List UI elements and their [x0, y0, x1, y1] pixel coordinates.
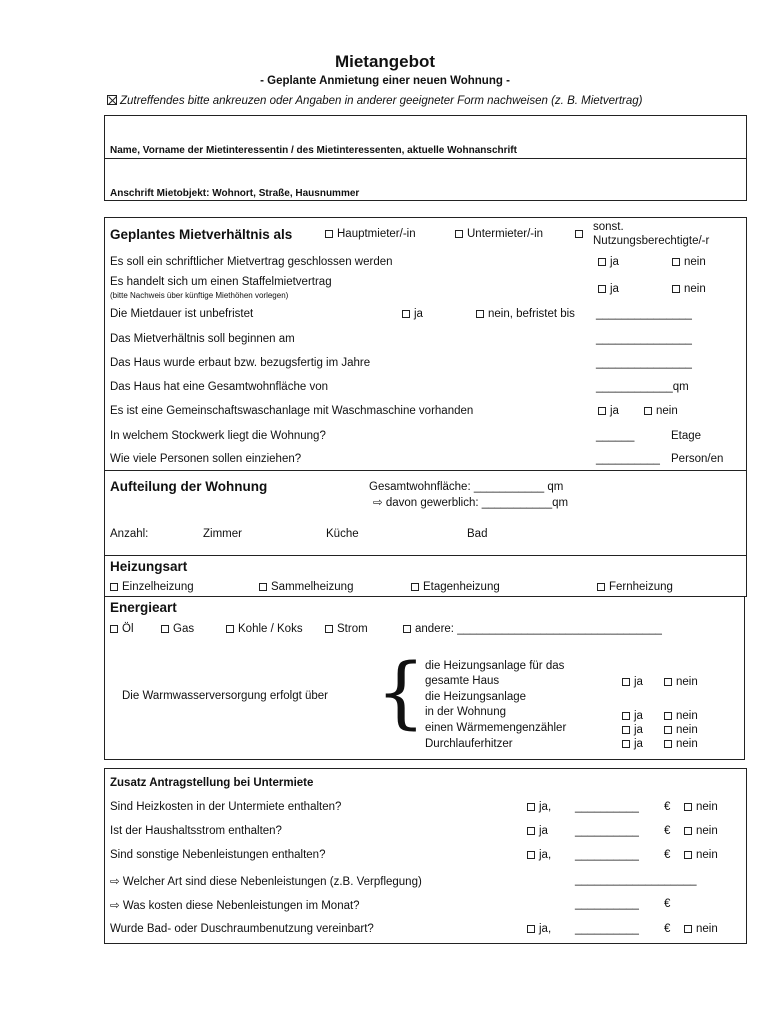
no-option[interactable]: nein — [664, 676, 698, 688]
limited-until-field[interactable]: _______________ — [596, 308, 692, 320]
checkbox-icon — [527, 803, 535, 811]
euro-sign: € — [664, 898, 671, 910]
energy-other-option[interactable]: andere: ________________________________ — [403, 623, 662, 635]
persons-unit: Person/en — [671, 453, 724, 465]
question-persons: Wie viele Personen sollen einziehen? — [110, 453, 302, 465]
checked-box-icon — [107, 95, 117, 105]
checkbox-icon — [226, 625, 234, 633]
euro-sign: € — [664, 849, 671, 861]
energy-heading: Energieart — [110, 600, 177, 615]
checkbox-icon — [684, 851, 692, 859]
page-subtitle: - Geplante Anmietung einer neuen Wohnung - — [260, 75, 510, 87]
option-subtenant[interactable]: Untermieter/-in — [455, 228, 543, 240]
energy-gas-option[interactable]: Gas — [161, 623, 194, 635]
floor-unit: Etage — [671, 430, 702, 442]
checkbox-icon — [622, 740, 630, 748]
name-field-label: Name, Vorname der Mietinteressentin / des Mietinteressenten, aktuelle Wohnanschrift — [110, 145, 517, 156]
checkbox-icon — [527, 851, 535, 859]
checkbox-icon — [622, 712, 630, 720]
sublet-heating-question: Sind Heizkosten in der Untermiete enthalten? — [110, 801, 342, 813]
sublet-bath-question: Wurde Bad- oder Duschraumbenutzung vereinbart? — [110, 923, 374, 935]
checkbox-icon — [598, 407, 606, 415]
checkbox-icon — [411, 583, 419, 591]
question-unlimited-term: Die Mietdauer ist unbefristet — [110, 308, 254, 320]
rooms-label: Zimmer — [203, 528, 242, 540]
question-total-area: Das Haus hat eine Gesamtwohnfläche von — [110, 381, 328, 393]
heating-district-option[interactable]: Fernheizung — [597, 581, 673, 593]
checkbox-icon — [110, 625, 118, 633]
question-written-contract: Es soll ein schriftlicher Mietvertrag geschlossen werden — [110, 256, 393, 268]
count-label: Anzahl: — [110, 528, 149, 540]
hot-water-option-flat-2: in der Wohnung — [425, 706, 506, 718]
no-option[interactable]: nein — [684, 849, 718, 861]
sublet-extras-cost: ⇨ Was kosten diese Nebenleistungen im Monat? — [110, 900, 360, 912]
object-address-label: Anschrift Mietobjekt: Wohnort, Straße, Hausnummer — [110, 188, 360, 199]
yes-option[interactable]: ja — [622, 738, 643, 750]
no-option[interactable]: nein — [672, 256, 706, 268]
hot-water-option-flat-1: die Heizungsanlage — [425, 691, 527, 703]
yes-option[interactable]: ja — [598, 256, 619, 268]
checkbox-icon — [622, 726, 630, 734]
option-other-checkbox[interactable] — [575, 228, 587, 240]
yes-option[interactable]: ja — [622, 676, 643, 688]
question-graduated-rent: Es handelt sich um einen Staffelmietvertrag — [110, 276, 332, 288]
amount-field[interactable]: __________ — [575, 898, 639, 910]
bath-label: Bad — [467, 528, 488, 540]
euro-sign: € — [664, 923, 671, 935]
amount-field[interactable]: __________ — [575, 801, 639, 813]
checkbox-icon — [664, 726, 672, 734]
checkbox-icon — [527, 925, 535, 933]
checkbox-icon — [259, 583, 267, 591]
total-area-field[interactable]: ____________qm — [596, 381, 689, 393]
question-start-date: Das Mietverhältnis soll beginnen am — [110, 333, 295, 345]
checkbox-icon — [161, 625, 169, 633]
yes-option[interactable]: ja, — [527, 849, 551, 861]
hot-water-option-heater: Durchlauferhitzer — [425, 738, 513, 750]
yes-option[interactable]: ja — [622, 710, 643, 722]
checkbox-icon — [644, 407, 652, 415]
checkbox-icon — [575, 230, 583, 238]
checkbox-icon — [325, 230, 333, 238]
arrow-right-icon: ⇨ — [373, 497, 383, 509]
heating-floor-option[interactable]: Etagenheizung — [411, 581, 500, 593]
no-option[interactable]: nein — [644, 405, 678, 417]
hot-water-label: Die Warmwasserversorgung erfolgt über — [122, 690, 329, 702]
start-date-field[interactable]: _______________ — [596, 333, 692, 345]
no-option[interactable]: nein — [684, 923, 718, 935]
option-other-label-1: sonst. — [593, 221, 624, 233]
heating-single-option[interactable]: Einzelheizung — [110, 581, 194, 593]
no-option[interactable]: nein — [664, 710, 698, 722]
hot-water-option-house-1: die Heizungsanlage für das — [425, 660, 565, 672]
amount-field[interactable]: __________ — [575, 923, 639, 935]
page-title: Mietangebot — [334, 52, 436, 71]
division-heading: Aufteilung der Wohnung — [110, 479, 268, 494]
arrow-right-icon: ⇨ — [110, 876, 120, 888]
energy-oil-option[interactable]: Öl — [110, 623, 134, 635]
checkbox-icon — [664, 740, 672, 748]
no-option[interactable]: nein — [664, 738, 698, 750]
arrow-right-icon: ⇨ — [110, 900, 120, 912]
no-option[interactable]: nein — [672, 283, 706, 295]
yes-option[interactable]: ja — [402, 308, 423, 320]
yes-option[interactable]: ja — [598, 405, 619, 417]
no-option[interactable]: nein — [684, 801, 718, 813]
checkbox-icon — [325, 625, 333, 633]
question-laundry: Es ist eine Gemeinschaftswaschanlage mit Waschmaschine vorhanden — [110, 405, 474, 417]
checkbox-icon — [672, 285, 680, 293]
checkbox-icon — [684, 925, 692, 933]
extras-type-field[interactable]: ___________________ — [575, 874, 697, 886]
checkbox-icon — [403, 625, 411, 633]
energy-coal-option[interactable]: Kohle / Koks — [226, 623, 303, 635]
option-main-tenant[interactable]: Hauptmieter/-in — [325, 228, 416, 240]
yes-option[interactable]: ja — [622, 724, 643, 736]
energy-power-option[interactable]: Strom — [325, 623, 368, 635]
instruction-hint: Zutreffendes bitte ankreuzen oder Angaben in anderer geeigneter Form nachweisen (z. B. Mietvertrag) — [107, 95, 642, 107]
hot-water-option-meter: einen Wärmemengenzähler — [425, 722, 567, 734]
checkbox-icon — [664, 712, 672, 720]
amount-field[interactable]: __________ — [575, 825, 639, 837]
floor-field[interactable]: ______ — [596, 430, 635, 442]
option-other-label-2: Nutzungsberechtigte/-r — [593, 235, 710, 247]
commercial-area-line[interactable]: ⇨ davon gewerblich: ___________qm — [373, 497, 569, 509]
no-option[interactable]: nein — [684, 825, 718, 837]
checkbox-icon — [598, 258, 606, 266]
sublet-power-question: Ist der Haushaltsstrom enthalten? — [110, 825, 282, 837]
yes-option[interactable]: ja — [598, 283, 619, 295]
checkbox-icon — [684, 827, 692, 835]
total-area-line[interactable]: Gesamtwohnfläche: ___________ qm — [369, 481, 564, 493]
sublet-extras-type: ⇨ Welcher Art sind diese Nebenleistungen (z.B. Verpflegung) — [110, 876, 422, 888]
checkbox-icon — [402, 310, 410, 318]
no-option[interactable]: nein — [664, 724, 698, 736]
checkbox-icon — [597, 583, 605, 591]
kitchen-label: Küche — [326, 528, 359, 540]
checkbox-icon — [598, 285, 606, 293]
checkbox-icon — [622, 678, 630, 686]
checkbox-icon — [664, 678, 672, 686]
contract-heading: Geplantes Mietverhältnis als — [110, 227, 293, 242]
yes-option[interactable]: ja, — [527, 923, 551, 935]
euro-sign: € — [664, 825, 671, 837]
checkbox-icon — [455, 230, 463, 238]
yes-option[interactable]: ja — [527, 825, 548, 837]
yes-option[interactable]: ja, — [527, 801, 551, 813]
build-year-field[interactable]: _______________ — [596, 357, 692, 369]
checkbox-icon — [672, 258, 680, 266]
question-floor: In welchem Stockwerk liegt die Wohnung? — [110, 430, 326, 442]
amount-field[interactable]: __________ — [575, 849, 639, 861]
sublet-extras-question: Sind sonstige Nebenleistungen enthalten? — [110, 849, 326, 861]
brace-icon: { — [376, 648, 426, 738]
graduated-rent-note: (bitte Nachweis über künftige Miethöhen vorlegen) — [110, 291, 289, 300]
euro-sign: € — [664, 801, 671, 813]
no-limited-option[interactable]: nein, befristet bis — [476, 308, 575, 320]
checkbox-icon — [110, 583, 118, 591]
hot-water-option-house-2: gesamte Haus — [425, 675, 500, 687]
heating-heading: Heizungsart — [110, 559, 188, 574]
sublet-heading: Zusatz Antragstellung bei Untermiete — [110, 777, 314, 789]
heating-collective-option[interactable]: Sammelheizung — [259, 581, 353, 593]
persons-field[interactable]: __________ — [596, 453, 660, 465]
checkbox-icon — [684, 803, 692, 811]
checkbox-icon — [476, 310, 484, 318]
question-build-year: Das Haus wurde erbaut bzw. bezugsfertig im Jahre — [110, 357, 371, 369]
checkbox-icon — [527, 827, 535, 835]
